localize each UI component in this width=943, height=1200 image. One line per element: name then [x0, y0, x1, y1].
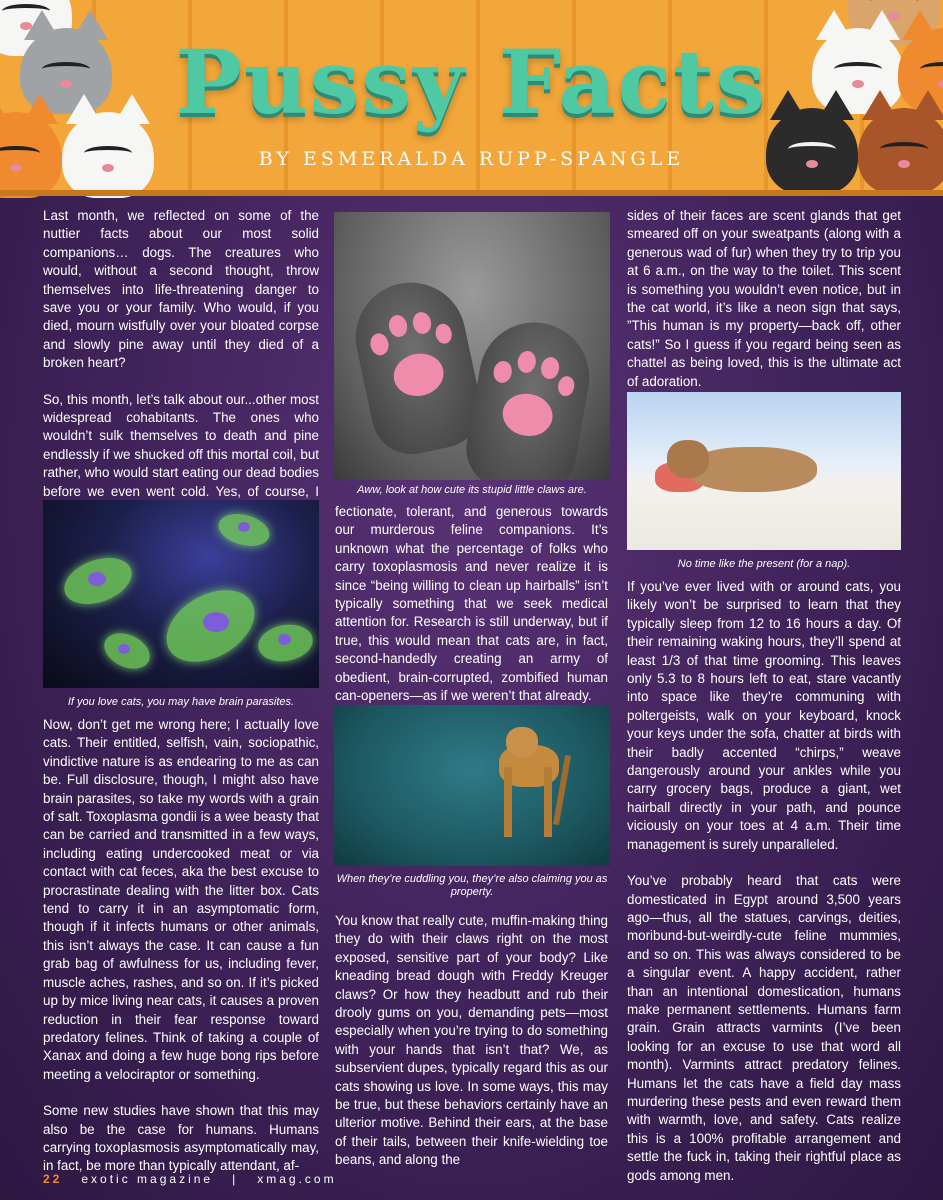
- footer-separator: |: [232, 1172, 239, 1186]
- column-3-top: [627, 207, 901, 391]
- column-2-top: [335, 503, 608, 705]
- column-2-bottom: [335, 912, 608, 1170]
- paragraph: If you’ve ever lived with or around cats, you likely won’t be surprised to learn that they typically sleep from 12 to 16 hours a day. Of their remaining waking hours, they’ll spend at least 1/3 of that time grooming. This leaves only 5.3 to 8 hours left to eat, stare vacantly into space like they’re communing with poltergeists, walk on your keyboard, knock your keys under the sofa, chatter at birds with their badly accented “chirps,” weave dangerously around your ankles while you carry grocery bags, produce a giant, wet hairball directly in your path, and pounce viciously on your toes at 4 a.m. Their time management is surely unparalleled.: [627, 579, 901, 852]
- column-1-bottom: [43, 716, 319, 1176]
- paragraph: Last month, we reflected on some of the nuttier facts about our most solid companions… dogs. The creatures who would, without a second thought, throw themselves into life-threatening danger to save you or your family. Who would, if you died, mourn wistfully over your bloated corpse and slowly pine away until they died of a broken heart?: [43, 208, 319, 371]
- photo-caption: If you love cats, you may have brain parasites.: [67, 696, 295, 708]
- paragraph: You’ve probably heard that cats were domesticated in Egypt around 3,500 years ago—thus, all the statues, carvings, deities, moribund-but-weirdly-cute feline mummies, and so on. This was always considered to be a singular event. A happy accident, rather than an intentional domestication, humans make permanent settlements. Humans farm grain. Grain attracts varmints (I’ve been looking for an excuse to use that word all month). Varmints attract predatory felines. Humans let the cats have a field day mass murdering these pests and even reward them with warmth, love, and safety. Cats realize this is a 100% profitable arrangement and settle the fuck in, taking their rightful place as gods among men.: [627, 873, 901, 1183]
- bengal-cat-photo: [334, 705, 610, 866]
- column-1-top: [43, 207, 319, 538]
- page-number: 22: [43, 1172, 63, 1186]
- photo-caption: Aww, look at how cute its stupid little claws are.: [357, 484, 587, 496]
- sleeping-kitten-photo: [627, 392, 901, 550]
- paragraph: So, this month, let’s talk about our...other most widespread cohabitants. The ones who wouldn’t sulk themselves to death and pine endlessly if we shucked off this mortal coil, but rather, who would start eating our dead bodies before we even went cold. Yes, of course, I: [43, 391, 319, 499]
- paragraph: You know that really cute, muffin-making thing they do with their claws right on the most exposed, sensitive part of your body? Like kneading bread dough with Freddy Kreuger claws? Or how they headbutt and rub their drooly gums on you, demanding pets—most especially when you’re trying to do something with your hands that isn’t that? We, as subservient dupes, typically regard this as our cats showing us love. In some ways, this may be true, but these behaviors certainly have an ulterior motive. Behind their ears, at the base of their tails, between their knife-wielding toe beans, and along the: [335, 913, 608, 1168]
- paragraph: Some new studies have shown that this may also be the case for humans. Humans carrying toxoplasmosis asymptomatically may, in fact, be more than typically attendant, af-: [43, 1103, 319, 1174]
- article-byline: BY ESMERALDA RUPP-SPANGLE: [258, 148, 685, 170]
- paws-photo: [334, 212, 610, 480]
- photo-caption: No time like the present (for a nap).: [677, 558, 851, 570]
- photo-caption: When they’re cuddling you, they’re also claiming you as property.: [336, 873, 608, 898]
- paragraph: sides of their faces are scent glands that get smeared off on your sweatpants (along with a generous wad of fur) when they try to trip you at 6 a.m., on the way to the toilet. This scent is something you wouldn’t even notice, but in the cat world, it’s like a neon sign that says, ”This human is my property—back off, other cats!” So I guess if you regard being seen as chattel as being loved, this is the ultimate act of adoration.: [627, 208, 901, 389]
- page-footer: [43, 1172, 337, 1186]
- header-banner: [0, 0, 943, 196]
- magazine-name: exotic magazine: [81, 1172, 214, 1186]
- paragraph: fectionate, tolerant, and generous towards our murderous feline companions. It’s unknown what the percentage of folks who carry toxoplasmosis and never realize it is since “being willing to clean up hairballs” isn’t typically something that we seek medical attention for. Research is still underway, but if true, this would mean that cats are, in fact, second-handedly creating an army of obedient, brain-corrupted, zombified human can-openers—as if we weren’t that already.: [335, 504, 608, 704]
- magazine-site: xmag.com: [257, 1172, 337, 1186]
- parasite-photo: [43, 500, 319, 688]
- paragraph: Now, don’t get me wrong here; I actually love cats. Their entitled, selfish, vain, sociopathic, vindictive nature is as endearing to me as can be. Full disclosure, though, I might also have brain parasites, so take my words with a grain of salt. Toxoplasma gondii is a wee beasty that can be carried and transmitted in a few ways, including eating undercooked meat or via contact with cat feces, aka the best excuse to procrastinate dealing with the litter box. Cats tend to carry it in an asymptomatic form, though if it infects humans or other animals, this isn’t always the case. It can cause a fun grab bag of awfulness for us, including fever, muscle aches, rashes, and so on. If it’s picked up by mice living near cats, it causes a proven reduction in their fear response toward predatory felines. Think of taking a couple of Xanax and doing a few huge bong rips before meeting a velociraptor or something.: [43, 717, 319, 1082]
- column-3-bottom: [627, 578, 901, 1185]
- article-title: Pussy Facts: [175, 30, 768, 134]
